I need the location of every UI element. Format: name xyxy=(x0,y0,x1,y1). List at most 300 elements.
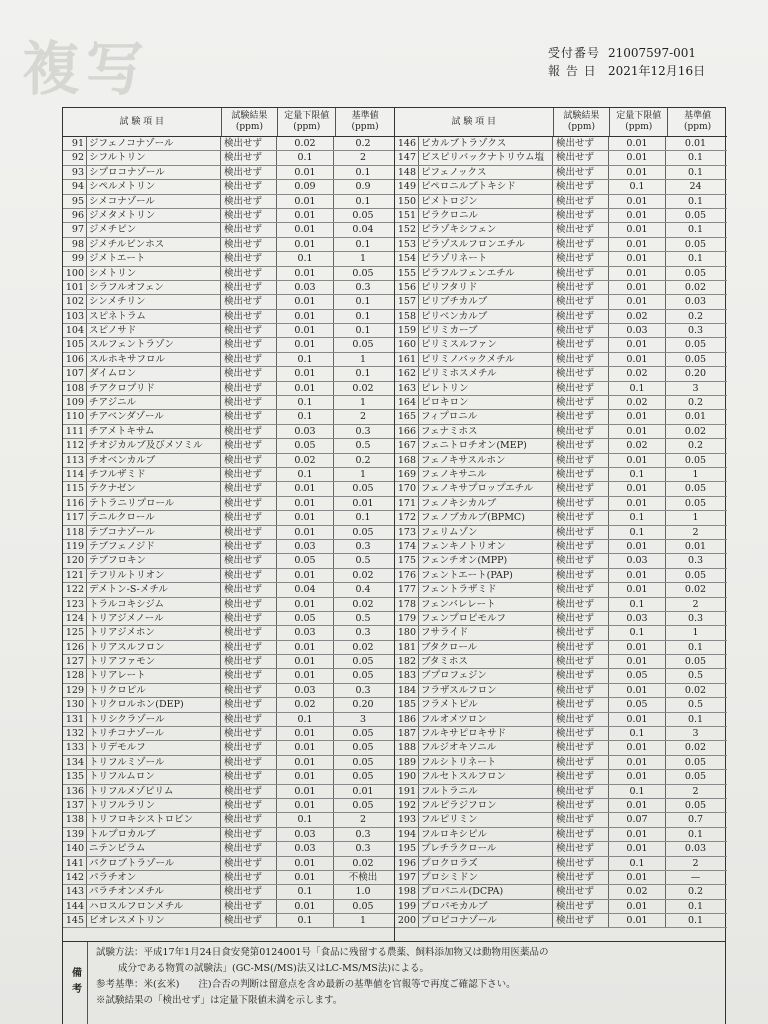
pesticide-name: チアメトキサム xyxy=(87,425,221,438)
row-number: 197 xyxy=(395,871,419,884)
test-result: 検出せず xyxy=(553,684,609,697)
table-body-right xyxy=(395,137,727,928)
test-result: 検出せず xyxy=(553,626,609,639)
standard-value: 0.1 xyxy=(355,166,371,178)
pesticide-name: チアベンダゾール xyxy=(87,410,221,423)
standard-value: 0.3 xyxy=(355,828,371,840)
row-number: 186 xyxy=(395,713,419,726)
quantitation-limit: 0.02 xyxy=(277,454,334,467)
table-row xyxy=(63,842,394,856)
quantitation-limit: 0.01 xyxy=(277,511,334,524)
row-number: 103 xyxy=(63,310,87,323)
table-row xyxy=(395,813,727,827)
pesticide-name: パラチオンメチル xyxy=(87,885,221,898)
test-result: 検出せず xyxy=(553,713,609,726)
pesticide-name: テブフェノジド xyxy=(87,540,221,553)
test-result: 検出せず xyxy=(221,756,277,769)
quantitation-limit: 0.01 xyxy=(609,497,666,510)
quantitation-limit: 0.03 xyxy=(277,684,334,697)
test-result: 検出せず xyxy=(553,669,609,682)
test-method-note: 試験方法：平成17年1月24日食安発第0124001号「食品に残留する農薬、飼料添加物又は動物用医薬品の xyxy=(96,947,549,958)
test-result: 検出せず xyxy=(553,756,609,769)
pesticide-name: ジメチピン xyxy=(87,223,221,236)
pesticide-name: フラメトピル xyxy=(419,698,553,711)
report-date-value: 2021年12月16日 xyxy=(608,64,706,78)
test-result: 検出せず xyxy=(221,511,277,524)
quantitation-limit: 0.03 xyxy=(277,281,334,294)
test-result: 検出せず xyxy=(221,885,277,898)
test-result: 検出せず xyxy=(221,353,277,366)
row-number: 148 xyxy=(395,166,419,179)
pesticide-name: ピロキロン xyxy=(419,396,553,409)
quantitation-limit: 0.05 xyxy=(609,669,666,682)
table-row xyxy=(395,799,727,813)
test-result: 検出せず xyxy=(221,382,277,395)
standard-value: 0.5 xyxy=(355,612,371,624)
pesticide-name: ビオレスメトリン xyxy=(87,914,221,927)
standard-value: 0.1 xyxy=(355,310,371,322)
row-number: 177 xyxy=(395,583,419,596)
pesticide-name: プロクロラズ xyxy=(419,857,553,870)
pesticide-name: テクナゼン xyxy=(87,482,221,495)
row-number: 137 xyxy=(63,799,87,812)
test-result: 検出せず xyxy=(553,770,609,783)
quantitation-limit: 0.01 xyxy=(609,842,666,855)
row-number: 96 xyxy=(63,209,87,222)
standard-value: 0.02 xyxy=(352,569,374,581)
row-number: 180 xyxy=(395,626,419,639)
pesticide-name: トリアジメノール xyxy=(87,612,221,625)
remarks-section xyxy=(62,942,726,1024)
table-row xyxy=(63,914,394,928)
pesticide-name: チオジカルブ及びメソミル xyxy=(87,439,221,452)
pesticide-name: ニテンピラム xyxy=(87,842,221,855)
table-row xyxy=(63,137,394,151)
test-result: 検出せず xyxy=(553,295,609,308)
row-number: 192 xyxy=(395,799,419,812)
quantitation-limit: 0.05 xyxy=(277,554,334,567)
row-number: 160 xyxy=(395,338,419,351)
table-row xyxy=(63,439,394,453)
test-result: 検出せず xyxy=(221,770,277,783)
quantitation-limit: 0.01 xyxy=(277,209,334,222)
standard-value: 0.1 xyxy=(355,325,371,337)
test-result: 検出せず xyxy=(553,310,609,323)
table-row xyxy=(63,857,394,871)
standard-value: 0.01 xyxy=(352,497,374,509)
row-number: 139 xyxy=(63,828,87,841)
test-result: 検出せず xyxy=(221,367,277,380)
row-number: 92 xyxy=(63,151,87,164)
row-number: 120 xyxy=(63,554,87,567)
test-result: 検出せず xyxy=(221,900,277,913)
standard-value: 0.05 xyxy=(352,656,374,668)
col-result: 試験結果 xyxy=(231,111,268,121)
row-number: 147 xyxy=(395,151,419,164)
quantitation-limit: 0.1 xyxy=(609,511,666,524)
table-row xyxy=(63,454,394,468)
table-row xyxy=(395,166,727,180)
pesticide-name: フルセトスルフロン xyxy=(419,770,553,783)
test-result: 検出せず xyxy=(553,382,609,395)
test-result: 検出せず xyxy=(553,857,609,870)
quantitation-limit: 0.1 xyxy=(277,151,334,164)
test-result: 検出せず xyxy=(553,180,609,193)
standard-value: 2 xyxy=(692,785,699,797)
row-number: 165 xyxy=(395,410,419,423)
test-result: 検出せず xyxy=(553,641,609,654)
row-number: 124 xyxy=(63,612,87,625)
table-row xyxy=(395,828,727,842)
row-number: 174 xyxy=(395,540,419,553)
remarks-label: 備考 xyxy=(63,942,88,1024)
standard-value: 0.02 xyxy=(352,857,374,869)
test-result: 検出せず xyxy=(553,785,609,798)
row-number: 153 xyxy=(395,238,419,251)
row-number: 111 xyxy=(63,425,87,438)
standard-value: 2 xyxy=(692,526,699,538)
table-row xyxy=(63,583,394,597)
standard-value: 0.20 xyxy=(684,368,707,380)
standard-value: 0.05 xyxy=(684,569,707,581)
test-result: 検出せず xyxy=(553,554,609,567)
row-number: 170 xyxy=(395,482,419,495)
pesticide-name: プレチラクロール xyxy=(419,842,553,855)
test-result: 検出せず xyxy=(221,526,277,539)
table-row xyxy=(395,713,727,727)
quantitation-limit: 0.01 xyxy=(277,871,334,884)
col-limit-unit: (ppm) xyxy=(625,122,653,132)
test-result: 検出せず xyxy=(553,511,609,524)
standard-value: 0.1 xyxy=(687,253,704,265)
standard-value: 0.05 xyxy=(352,799,374,811)
standard-value: 0.3 xyxy=(687,612,704,624)
table-row xyxy=(395,396,727,410)
row-number: 121 xyxy=(63,569,87,582)
table-row xyxy=(63,756,394,770)
report-date-label: 報 告 日 xyxy=(548,64,597,78)
pesticide-name: トリクロルホン(DEP) xyxy=(87,698,221,711)
quantitation-limit: 0.01 xyxy=(609,583,666,596)
quantitation-limit: 0.01 xyxy=(609,482,666,495)
test-result: 検出せず xyxy=(221,641,277,654)
standard-value: 0.05 xyxy=(684,771,707,783)
pesticide-name: パクロブトラゾール xyxy=(87,857,221,870)
standard-value: 2 xyxy=(359,411,367,423)
row-number: 100 xyxy=(63,267,87,280)
row-number: 173 xyxy=(395,526,419,539)
pesticide-name: ピリミスルファン xyxy=(419,338,553,351)
test-result: 検出せず xyxy=(553,367,609,380)
pesticide-name: フェノキサニル xyxy=(419,468,553,481)
standard-value: 0.7 xyxy=(687,814,704,826)
test-result: 検出せず xyxy=(221,741,277,754)
pesticide-name: テフリルトリオン xyxy=(87,569,221,582)
row-number: 140 xyxy=(63,842,87,855)
quantitation-limit: 0.05 xyxy=(609,698,666,711)
table-row xyxy=(395,885,727,899)
pesticide-name: ピリミノバックメチル xyxy=(419,353,553,366)
standard-value: 0.05 xyxy=(684,497,707,509)
test-result: 検出せず xyxy=(553,799,609,812)
row-number: 200 xyxy=(395,914,419,927)
standard-value: 0.05 xyxy=(684,267,707,279)
standard-value: 1 xyxy=(692,627,699,639)
pesticide-name: プロパニル(DCPA) xyxy=(419,885,553,898)
test-result: 検出せず xyxy=(221,180,277,193)
standard-value: 1 xyxy=(692,468,699,480)
test-result: 検出せず xyxy=(553,338,609,351)
test-result: 検出せず xyxy=(221,684,277,697)
test-result: 検出せず xyxy=(221,396,277,409)
row-number: 128 xyxy=(63,669,87,682)
standard-value: 1 xyxy=(359,353,367,365)
test-result: 検出せず xyxy=(553,425,609,438)
col-limit: 定量下限値 xyxy=(616,111,662,121)
test-result: 検出せず xyxy=(553,727,609,740)
pesticide-name: トリアレート xyxy=(87,669,221,682)
pesticide-name: ピフェノックス xyxy=(419,166,553,179)
pesticide-name: フラザスルフロン xyxy=(419,684,553,697)
standard-value: 0.1 xyxy=(687,900,704,912)
test-result: 検出せず xyxy=(553,741,609,754)
test-result: 検出せず xyxy=(553,195,609,208)
quantitation-limit: 0.01 xyxy=(609,684,666,697)
quantitation-limit: 0.01 xyxy=(277,324,334,337)
table-row xyxy=(395,310,727,324)
quantitation-limit: 0.01 xyxy=(609,195,666,208)
test-result: 検出せず xyxy=(553,612,609,625)
test-result: 検出せず xyxy=(221,338,277,351)
row-number: 161 xyxy=(395,353,419,366)
pesticide-name: ピリミホスメチル xyxy=(419,367,553,380)
table-row xyxy=(63,540,394,554)
row-number: 156 xyxy=(395,281,419,294)
quantitation-limit: 0.02 xyxy=(609,310,666,323)
standard-value: 3 xyxy=(692,382,699,394)
table-row xyxy=(395,382,727,396)
test-result: 検出せず xyxy=(221,612,277,625)
table-row xyxy=(395,554,727,568)
quantitation-limit: 0.03 xyxy=(609,554,666,567)
pesticide-name: フェノブカルブ(BPMC) xyxy=(419,511,553,524)
quantitation-limit: 0.1 xyxy=(277,813,334,826)
standard-value: 0.03 xyxy=(684,843,707,855)
pesticide-name: ピラフルフェンエチル xyxy=(419,267,553,280)
pesticide-name: パラチオン xyxy=(87,871,221,884)
standard-value: 0.1 xyxy=(687,166,704,178)
table-row xyxy=(395,698,727,712)
table-row xyxy=(63,338,394,352)
standard-value: 0.2 xyxy=(687,440,704,452)
standard-value: 0.05 xyxy=(684,483,707,495)
table-row xyxy=(63,238,394,252)
pesticide-name: フィプロニル xyxy=(419,410,553,423)
quantitation-limit: 0.1 xyxy=(277,396,334,409)
pesticide-name: フェンプロピモルフ xyxy=(419,612,553,625)
pesticide-name: ピラクロニル xyxy=(419,209,553,222)
standard-value: 0.02 xyxy=(352,598,374,610)
row-number: 163 xyxy=(395,382,419,395)
table-row xyxy=(63,669,394,683)
test-result: 検出せず xyxy=(221,310,277,323)
test-result: 検出せず xyxy=(553,828,609,841)
table-row xyxy=(63,223,394,237)
test-result: 検出せず xyxy=(553,151,609,164)
pesticide-name: フェンチオン(MPP) xyxy=(419,554,553,567)
table-row xyxy=(63,281,394,295)
test-result: 検出せず xyxy=(221,813,277,826)
table-row xyxy=(395,252,727,266)
quantitation-limit: 0.01 xyxy=(609,741,666,754)
quantitation-limit: 0.01 xyxy=(277,238,334,251)
pesticide-name: トリデモルフ xyxy=(87,741,221,754)
row-number: 115 xyxy=(63,482,87,495)
table-row xyxy=(395,425,727,439)
table-row xyxy=(395,526,727,540)
quantitation-limit: 0.1 xyxy=(277,410,334,423)
test-result: 検出せず xyxy=(221,785,277,798)
standard-value: 0.1 xyxy=(355,238,371,250)
quantitation-limit: 0.1 xyxy=(277,914,334,927)
table-row xyxy=(395,410,727,424)
table-row xyxy=(63,612,394,626)
row-number: 168 xyxy=(395,454,419,467)
pesticide-name: フルピラジフロン xyxy=(419,799,553,812)
row-number: 114 xyxy=(63,468,87,481)
row-number: 94 xyxy=(63,180,87,193)
test-result: 検出せず xyxy=(221,799,277,812)
table-row xyxy=(395,741,727,755)
quantitation-limit: 0.01 xyxy=(277,295,334,308)
test-result: 検出せず xyxy=(221,454,277,467)
not-detected-footnote: ※試験結果の「検出せず」は定量下限値未満を示します。 xyxy=(96,995,343,1006)
row-number: 155 xyxy=(395,267,419,280)
standard-value: 0.05 xyxy=(352,742,374,754)
row-number: 117 xyxy=(63,511,87,524)
row-number: 93 xyxy=(63,166,87,179)
col-result-unit: (ppm) xyxy=(235,122,263,132)
pesticide-name: プロシミドン xyxy=(419,871,553,884)
pesticide-name: フェノキサスルホン xyxy=(419,454,553,467)
pesticide-name: ハロスルフロンメチル xyxy=(87,900,221,913)
test-result: 検出せず xyxy=(553,540,609,553)
table-row xyxy=(63,813,394,827)
standard-value: 0.3 xyxy=(687,325,704,337)
row-number: 179 xyxy=(395,612,419,625)
standard-value: 0.5 xyxy=(355,555,371,567)
row-number: 189 xyxy=(395,756,419,769)
pesticide-name: ピラゾキシフェン xyxy=(419,223,553,236)
standard-value: 0.01 xyxy=(684,540,707,552)
table-row xyxy=(63,511,394,525)
standard-value: 0.05 xyxy=(352,339,374,351)
row-number: 116 xyxy=(63,497,87,510)
test-result: 検出せず xyxy=(221,655,277,668)
table-row xyxy=(395,439,727,453)
row-number: 91 xyxy=(63,137,87,150)
quantitation-limit: 0.03 xyxy=(609,324,666,337)
row-number: 104 xyxy=(63,324,87,337)
standard-value: 1 xyxy=(692,512,699,524)
quantitation-limit: 0.01 xyxy=(277,900,334,913)
col-limit-unit: (ppm) xyxy=(293,122,321,132)
table-row xyxy=(63,828,394,842)
standard-value: 0.05 xyxy=(684,238,707,250)
row-number: 112 xyxy=(63,439,87,452)
standard-value: 0.02 xyxy=(352,382,374,394)
quantitation-limit: 0.09 xyxy=(277,180,334,193)
standard-value: 0.1 xyxy=(687,641,704,653)
pesticide-name: フェリムゾン xyxy=(419,526,553,539)
quantitation-limit: 0.01 xyxy=(609,209,666,222)
quantitation-limit: 0.01 xyxy=(609,238,666,251)
standard-value: 0.1 xyxy=(687,195,704,207)
test-result: 検出せず xyxy=(221,669,277,682)
reference-standard-note: 参考基準：米(玄米) 注)合否の判断は留意点を含め最新の基準値を官報等で再度ご確認下さい。 xyxy=(96,979,516,990)
pesticide-name: スピネトラム xyxy=(87,310,221,323)
standard-value: 0.05 xyxy=(352,267,374,279)
table-row xyxy=(63,468,394,482)
quantitation-limit: 0.02 xyxy=(609,396,666,409)
table-row xyxy=(63,741,394,755)
table-row xyxy=(395,655,727,669)
row-number: 127 xyxy=(63,655,87,668)
row-number: 184 xyxy=(395,684,419,697)
table-row xyxy=(63,799,394,813)
standard-value: 0.4 xyxy=(355,584,371,596)
row-number: 194 xyxy=(395,828,419,841)
quantitation-limit: 0.01 xyxy=(277,267,334,280)
quantitation-limit: 0.1 xyxy=(277,713,334,726)
row-number: 138 xyxy=(63,813,87,826)
standard-value: 0.2 xyxy=(687,886,704,898)
test-result: 検出せず xyxy=(221,252,277,265)
pesticide-name: トルプロカルブ xyxy=(87,828,221,841)
quantitation-limit: 0.01 xyxy=(277,655,334,668)
row-number: 132 xyxy=(63,727,87,740)
quantitation-limit: 0.1 xyxy=(277,468,334,481)
quantitation-limit: 0.01 xyxy=(609,425,666,438)
table-row xyxy=(395,626,727,640)
pesticide-name: トリアスルフロン xyxy=(87,641,221,654)
test-result: 検出せず xyxy=(553,813,609,826)
row-number: 158 xyxy=(395,310,419,323)
quantitation-limit: 0.1 xyxy=(609,785,666,798)
quantitation-limit: 0.01 xyxy=(609,828,666,841)
col-standard-unit: (ppm) xyxy=(351,122,379,132)
test-result: 検出せず xyxy=(553,209,609,222)
table-row xyxy=(63,554,394,568)
table-row xyxy=(63,151,394,165)
row-number: 133 xyxy=(63,741,87,754)
standard-value: 0.05 xyxy=(352,209,374,221)
table-row xyxy=(63,497,394,511)
col-standard: 基準値 xyxy=(684,111,712,121)
pesticide-name: フェニトロチオン(MEP) xyxy=(419,439,553,452)
row-number: 108 xyxy=(63,382,87,395)
test-result: 検出せず xyxy=(221,324,277,337)
quantitation-limit: 0.01 xyxy=(609,871,666,884)
pesticide-name: トリフルメゾピリム xyxy=(87,785,221,798)
pesticide-name: ピラゾスルフロンエチル xyxy=(419,238,553,251)
row-number: 145 xyxy=(63,914,87,927)
pesticide-name: シメコナゾール xyxy=(87,195,221,208)
quantitation-limit: 0.01 xyxy=(277,785,334,798)
table-row xyxy=(395,482,727,496)
row-number: 196 xyxy=(395,857,419,870)
table-row xyxy=(395,756,727,770)
